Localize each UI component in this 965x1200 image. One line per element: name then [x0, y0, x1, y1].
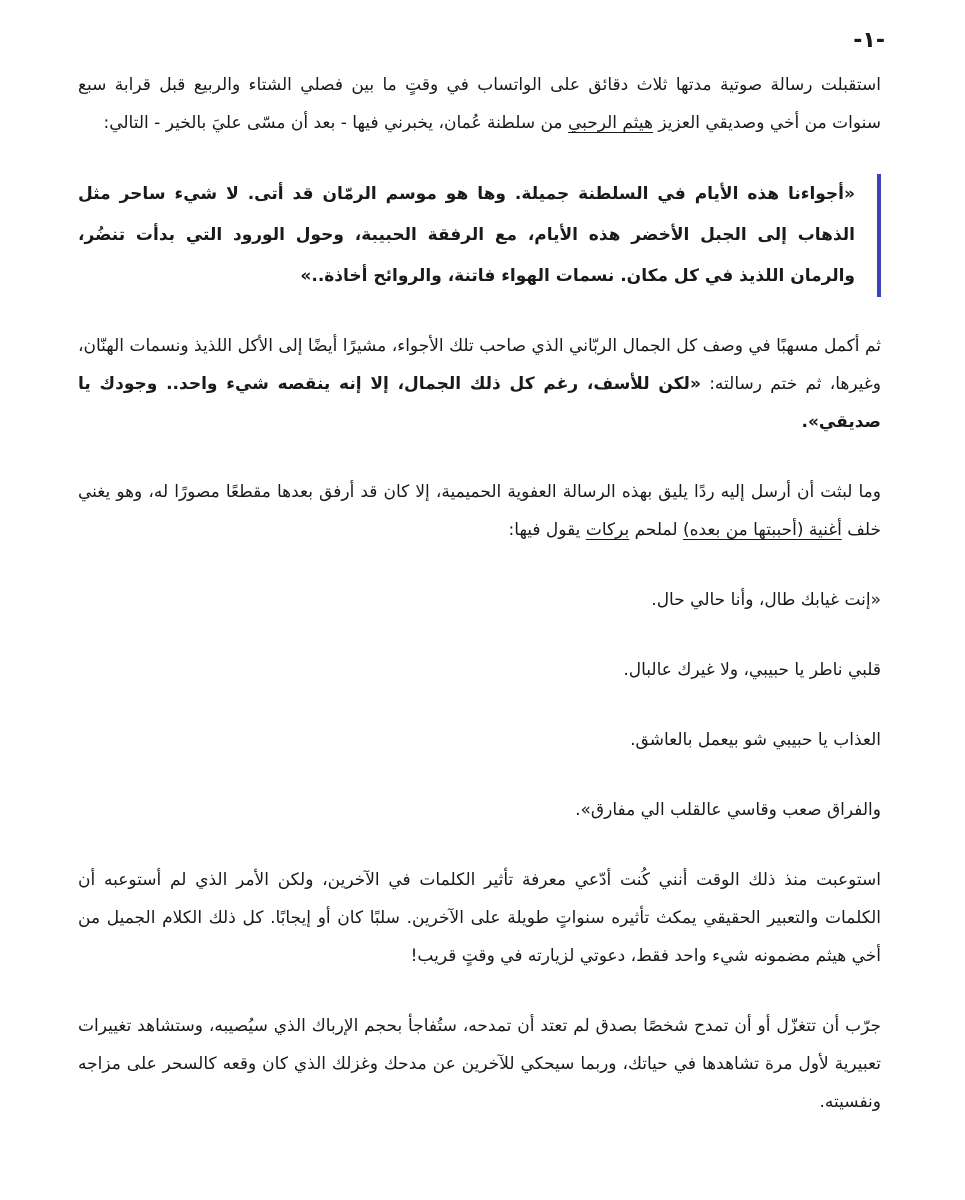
paragraph-advice: جرّب أن تتغزّل أو أن تمدح شخصًا بصدق لم تعتد أن تمدحه، ستُفاجأ بحجم الإرباك الذي سيُصيبه، وستشاهد تغييرات تعبيرية لأول مرة تشاهدها في حياتك، وربما سيحكي للآخرين عن مدحك وغزلك الذي كان وقعه كالسحر على مزاجه ونفسيته.	[78, 1016, 881, 1112]
lyric-line-1: «إنت غيابك طال، وأنا حالي حال.	[651, 590, 881, 610]
document-page	[78, 26, 885, 1121]
friend-name-link[interactable]: هيثم الرحبي	[567, 113, 653, 133]
paragraph-continuation	[78, 327, 881, 441]
singer-name-link[interactable]: بركات	[585, 520, 630, 540]
lyric-line-4: والفراق صعب وقاسي عالقلب الي مفارق».	[575, 800, 881, 820]
song-lyrics	[78, 581, 881, 829]
paragraph-reflection: استوعبت منذ ذلك الوقت أنني كُنت أدّعي معرفة تأثير الكلمات في الآخرين، ولكن الأمر الذي لم أستوعبه أن الكلمات والتعبير الحقيقي يمكث تأثيره سنواتٍ طويلة على الآخرين. سلبًا كان أو إيجابًا. كل ذلك الكلام الجميل من أخي هيثم مضمونه شيء واحد فقط، دعوتي لزيارته في وقتٍ قريب!	[78, 870, 881, 966]
song-title-link[interactable]: أغنية (أحببتها من بعده)	[682, 520, 842, 540]
intro-text-start: استقبلت رسالة صوتية مدتها ثلاث دقائق على الواتساب في وقتٍ ما بين فصلي الشتاء والربيع قبل قرابة سبع سنوات من أخي وصديقي العزيز	[78, 75, 881, 133]
song-intro-text-end: يقول فيها:	[508, 520, 586, 540]
song-intro-text-start: وما لبثت أن أرسل إليه ردًا يليق بهذه الرسالة العفوية الحميمية، إلا كان قد أرفق بعدها مقطعًا مصورًا له، وهو يغني خلف	[78, 482, 881, 540]
paragraph-intro	[78, 66, 881, 142]
continuation-bold-text: «لكن للأسف، رغم كل ذلك الجمال، إلا إنه ينقصه شيء واحد.. وجودك يا صديقي».	[78, 374, 881, 432]
paragraph-song-intro	[78, 473, 881, 549]
quote-text: «أجواءنا هذه الأيام في السلطنة جميلة. وها هو موسم الرمّان قد أتى. لا شيء ساحر مثل الذهاب إلى الجبل الأخضر هذه الأيام، مع الرفقة الحبيبة، وحول الورود التي بدأت تنضُر، والرمان اللذيذ في كل مكان. نسمات الهواء فاتنة، والروائح أخاذة..»	[78, 184, 855, 286]
page-number: -١-	[853, 28, 885, 53]
intro-text-end: من سلطنة عُمان، يخبرني فيها - بعد أن مسّى عليَ بالخير - التالي:	[103, 113, 568, 133]
song-intro-text-mid: لملحم	[629, 520, 683, 540]
lyric-line-2: قلبي ناطر يا حبيبي، ولا غيرك عالبال.	[623, 660, 881, 680]
continuation-text: ثم أكمل مسهبًا في وصف كل الجمال الربّاني الذي صاحب تلك الأجواء، مشيرًا أيضًا إلى الأكل اللذيذ ونسمات الهنّان، وغيرها، ثم ختم رسالته:	[78, 336, 882, 394]
lyric-line-3: العذاب يا حبيبي شو بيعمل بالعاشق.	[630, 730, 881, 750]
block-quote	[78, 174, 881, 297]
